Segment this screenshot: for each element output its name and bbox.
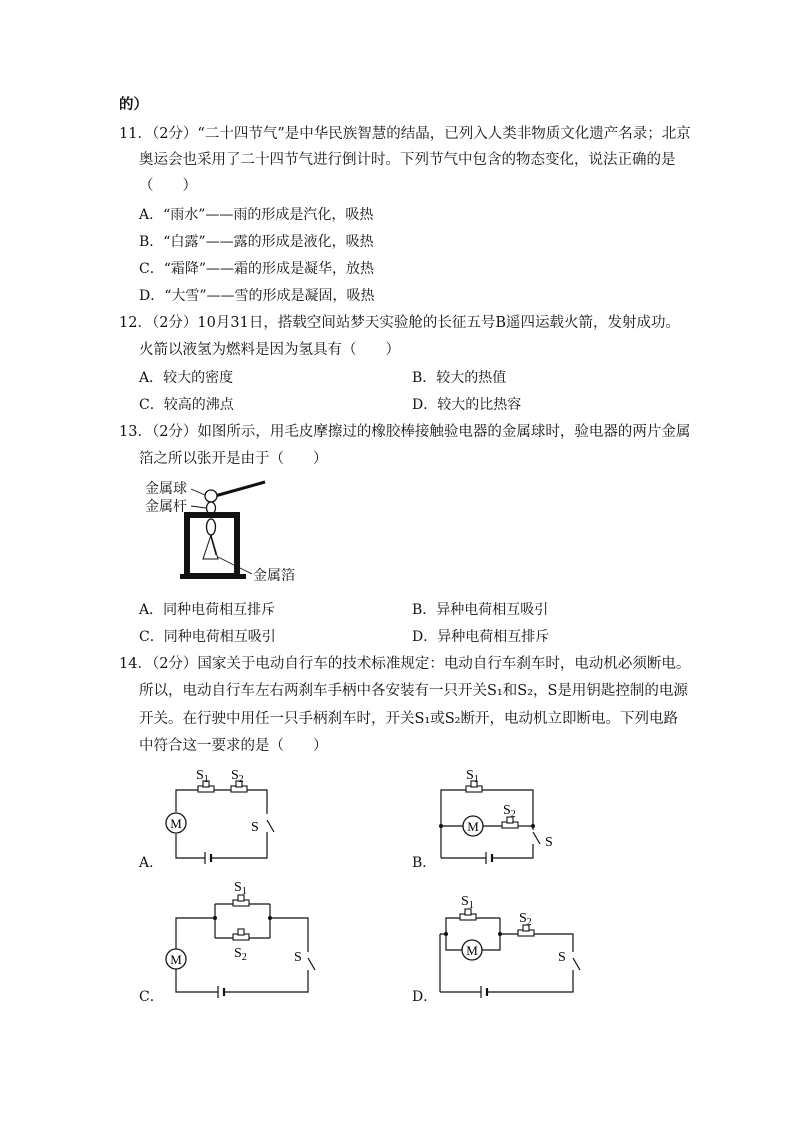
svg-text:S: S (545, 835, 553, 850)
question-11-option-b[interactable]: B．“白露”——露的形成是液化，吸热 (139, 234, 374, 250)
label-metal-foil: 金属箔 (253, 568, 295, 584)
rubber-rod (215, 482, 265, 496)
svg-text:S2: $S_2$ (234, 946, 247, 963)
circuit-c (160, 878, 320, 998)
question-11-option-d[interactable]: D．“大雪”——雪的形成是凝固，吸热 (139, 288, 375, 304)
question-11-option-c[interactable]: C．“霜降”——霜的形成是凝华，放热 (139, 261, 375, 277)
svg-text:S: S (251, 820, 259, 835)
label-metal-rod: 金属杆 (145, 499, 187, 515)
svg-text:S: S (294, 950, 302, 965)
question-13-stem-line-2: 箔之所以张开是由于（ ） (139, 451, 328, 467)
key-switch-s (267, 820, 274, 832)
key-switch-s (533, 832, 540, 844)
question-13-option-b[interactable]: B．异种电荷相互吸引 (412, 602, 549, 618)
svg-text:M: M (170, 816, 182, 831)
svg-text:S1: $S_1$ (196, 768, 209, 785)
svg-text:S2: $S_2$ (503, 803, 516, 820)
circuit-d (430, 878, 590, 998)
question-14-stem-line-1: 14．（2分）国家关于电动自行车的技术标准规定：电动自行车刹车时，电动机必须断电。 (119, 656, 691, 672)
question-12-option-a[interactable]: A．较大的密度 (139, 370, 234, 386)
svg-text:M: M (467, 819, 479, 834)
svg-text:S: S (558, 950, 566, 965)
key-switch-s (573, 958, 580, 970)
question-13-option-a[interactable]: A．同种电荷相互排斥 (139, 602, 276, 618)
question-12-stem-line-1: 12．（2分）10月31日，搭载空间站梦天实验舱的长征五号B遥四运载火箭，发射成功。 (119, 315, 680, 331)
question-13-stem-line-1: 13．（2分）如图所示，用毛皮摩擦过的橡胶棒接触验电器的金属球时，验电器的两片金属 (119, 424, 691, 440)
circuit-a-label[interactable]: A． (139, 855, 164, 871)
question-11-stem-line-3: （ ） (139, 178, 197, 194)
switch-s2 (233, 929, 249, 940)
question-12-option-c[interactable]: C．较高的沸点 (139, 397, 234, 413)
metal-foil (203, 535, 218, 559)
svg-text:M: M (170, 952, 182, 967)
question-11-stem-line-2: 奥运会也采用了二十四节气进行倒计时。下列节气中包含的物态变化，说法正确的是 (139, 152, 676, 168)
svg-text:S2: $S_2$ (231, 768, 244, 785)
question-14-stem-line-2: 所以，电动自行车左右两刹车手柄中各安装有一只开关S₁和S₂，S是用钥匙控制的电源 (139, 683, 688, 699)
circuit-d-label[interactable]: D． (412, 989, 438, 1005)
question-12-stem-line-2: 火箭以液氢为燃料是因为氢具有（ ） (139, 342, 400, 358)
question-14-stem-line-4: 中符合这一要求的是（ ） (139, 738, 328, 754)
question-11-option-a[interactable]: A．“雨水”——雨的形成是汽化，吸热 (139, 207, 374, 223)
question-12-option-b[interactable]: B．较大的热值 (412, 370, 507, 386)
question-12-option-d[interactable]: D．较大的比热容 (412, 397, 522, 413)
label-metal-ball: 金属球 (145, 481, 187, 497)
svg-text:S2: $S_2$ (519, 911, 532, 928)
svg-text:S1: $S_1$ (461, 894, 474, 911)
circuit-a (160, 760, 280, 865)
key-switch-s (308, 958, 315, 970)
svg-text:S1: $S_1$ (234, 880, 247, 897)
metal-ball (205, 490, 217, 502)
question-11-stem-line-1: 11．（2分）“二十四节气”是中华民族智慧的结晶，已列入人类非物质文化遗产名录；北京 (119, 126, 691, 142)
circuit-b (430, 760, 570, 865)
svg-text:M: M (466, 943, 478, 958)
question-14-stem-line-3: 开关。在行驶中用任一只手柄刹车时，开关S₁或S₂断开，电动机立即断电。下列电路 (139, 711, 678, 727)
electroscope-base (180, 574, 246, 579)
question-13-option-d[interactable]: D．异种电荷相互排斥 (412, 629, 550, 645)
question-13-option-c[interactable]: C．同种电荷相互吸引 (139, 629, 276, 645)
svg-text:S1: $S_1$ (466, 768, 479, 785)
circuit-c-label[interactable]: C． (139, 989, 164, 1005)
circuit-b-label[interactable]: B． (412, 855, 437, 871)
previous-question-tail: 的） (119, 96, 148, 113)
